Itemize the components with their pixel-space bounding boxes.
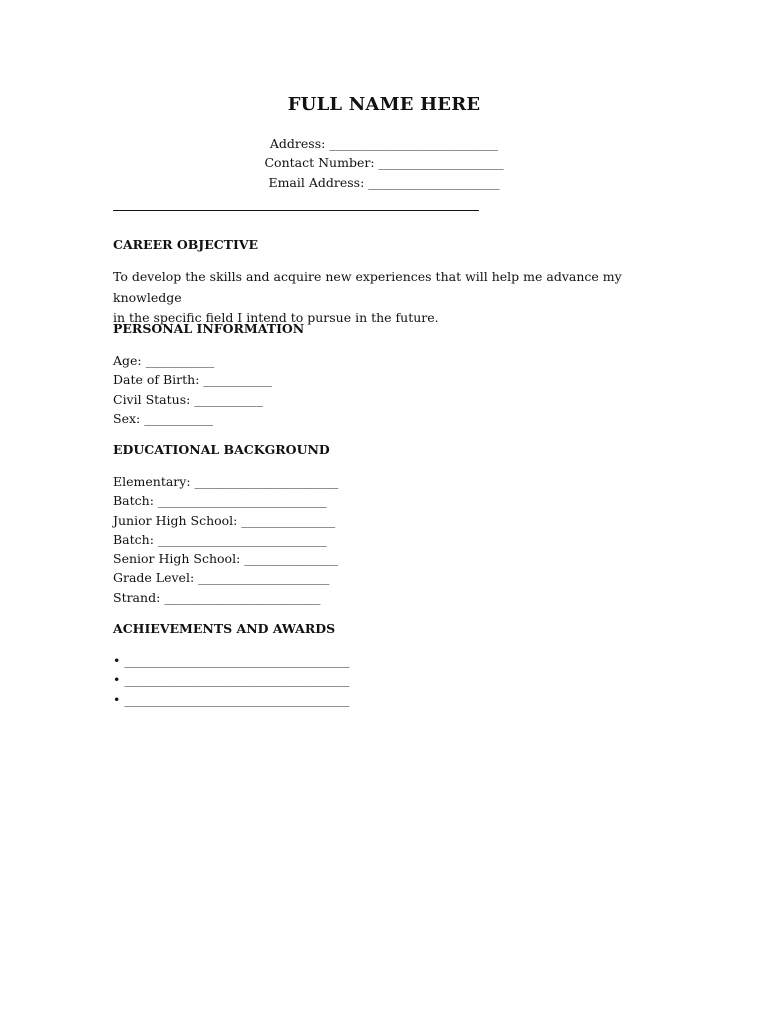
batch-field: Batch: ___________________________ xyxy=(113,531,327,547)
grade-level-field: Grade Level: _____________________ xyxy=(113,570,330,586)
personal-information-list xyxy=(113,351,272,428)
contact-number-field: Contact Number: ____________________ xyxy=(264,155,504,171)
achievement-bullet: • ____________________________________ xyxy=(113,653,350,668)
date-of-birth-field: Date of Birth: ___________ xyxy=(113,372,273,388)
career-objective-line-2: in the specific field I intend to pursue in the future. xyxy=(113,310,439,325)
achievements-heading: ACHIEVEMENTS AND AWARDS xyxy=(113,621,336,636)
senior-high-school-field: Senior High School: _______________ xyxy=(113,551,339,567)
junior-high-school-field: Junior High School: _______________ xyxy=(113,512,336,528)
contact-block xyxy=(0,134,768,192)
achievements-list xyxy=(113,651,349,709)
age-field: Age: ___________ xyxy=(113,353,215,368)
personal-information-heading: PERSONAL INFORMATION xyxy=(113,321,305,336)
strand-field: Strand: _________________________ xyxy=(113,589,321,605)
achievement-bullet: • ____________________________________ xyxy=(113,672,350,688)
sex-field: Sex: ___________ xyxy=(113,410,213,426)
educational-background-heading: EDUCATIONAL BACKGROUND xyxy=(113,442,330,457)
elementary-field: Elementary: _______________________ xyxy=(113,474,339,489)
career-objective-line-1: To develop the skills and acquire new experiences that will help me advance my knowledge xyxy=(113,269,622,305)
career-objective-text xyxy=(113,267,673,329)
civil-status-field: Civil Status: ___________ xyxy=(113,391,264,407)
educational-background-list xyxy=(113,472,338,607)
full-name-heading: FULL NAME HERE xyxy=(287,94,481,115)
header-divider xyxy=(113,210,479,211)
achievement-bullet: • ____________________________________ xyxy=(113,691,350,707)
email-field: Email Address: _____________________ xyxy=(268,174,500,190)
address-field: Address: ___________________________ xyxy=(269,136,499,151)
career-objective-heading: CAREER OBJECTIVE xyxy=(113,237,259,252)
batch-field: Batch: ___________________________ xyxy=(113,493,327,509)
